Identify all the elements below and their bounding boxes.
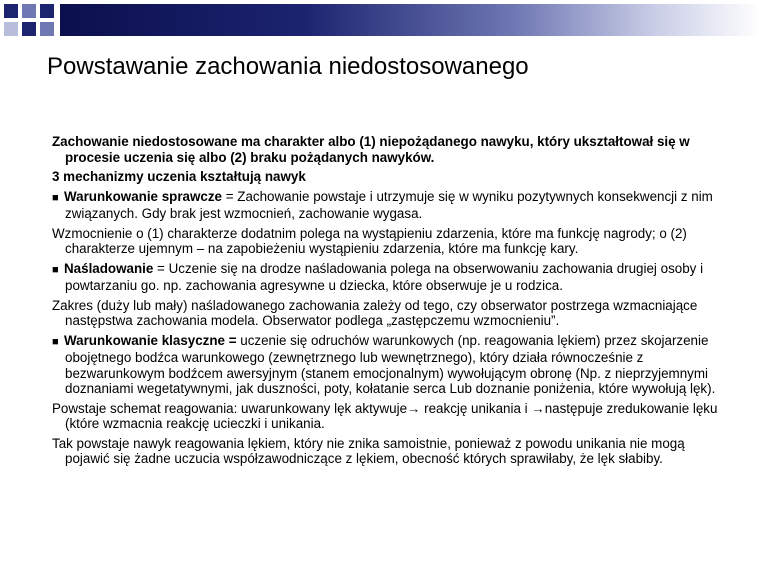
- square-bullet-icon: ■: [52, 191, 59, 204]
- square-bullet-icon: ■: [52, 335, 59, 348]
- decorative-square: [4, 4, 18, 18]
- paragraph-text: Zakres (duży lub mały) naśladowanego zachowania zależy od tego, czy obserwator postrzega wzmacniające następstwa zachowania modela. Obserwator podlega „zastępczemu wzmocnieniu”.: [52, 297, 698, 328]
- header-gradient-bar: [60, 4, 760, 36]
- paragraph: [52, 134, 724, 165]
- paragraph-text: Tak powstaje nawyk reagowania lękiem, który nie znika samoistnie, ponieważ z powodu unikania nie mogą pojawić się żadne uczucia współzawodniczące z lękiem, obecność których sprawiłaby, że lęk słabiby.: [52, 435, 685, 466]
- decorative-square: [22, 4, 36, 18]
- slide-header-band: [0, 0, 760, 44]
- slide-title: Powstawanie zachowania niedostosowanego: [47, 53, 529, 80]
- paragraph-bold-text: Warunkowanie klasyczne =: [64, 332, 237, 348]
- bullet-paragraph: [52, 189, 724, 222]
- slide-body: [52, 134, 724, 471]
- paragraph: [52, 226, 724, 257]
- paragraph: [52, 401, 724, 432]
- decorative-square: [40, 4, 54, 18]
- paragraph: [52, 169, 724, 185]
- paragraph-bold-text: Zachowanie niedostosowane ma charakter albo (1) niepożądanego nawyku, który ukształtował się w procesie uczenia się albo (2) braku pożądanych nawyków.: [52, 134, 690, 165]
- paragraph: [52, 298, 724, 329]
- paragraph-bold-text: Warunkowanie sprawcze: [64, 188, 223, 204]
- bullet-paragraph: [52, 261, 724, 294]
- paragraph-text: = Uczenie się na drodze naśladowania polega na obserwowaniu zachowania drugiej osoby i powtarzaniu go. np. zachowania agresywne u dziecka, które obserwuje je u rodzica.: [65, 260, 704, 293]
- paragraph-bold-text: Naśladowanie: [64, 260, 154, 276]
- paragraph: [52, 436, 724, 467]
- paragraph-text: Powstaje schemat reagowania: uwarunkowany lęk aktywuje→ reakcję unikania i →następuje zredukowanie lęku (które wzmacnia reakcję ucieczki i unikania.: [52, 400, 718, 431]
- bullet-paragraph: [52, 333, 724, 397]
- decorative-square: [40, 22, 54, 36]
- paragraph-bold-text: 3 mechanizmy uczenia kształtują nawyk: [52, 169, 306, 184]
- square-bullet-icon: ■: [52, 263, 59, 276]
- paragraph-text: = Zachowanie powstaje i utrzymuje się w wyniku pozytywnych konsekwencji z nim związanych. Gdy brak jest wzmocnień, zachowanie wygasa.: [65, 188, 713, 221]
- paragraph-text: uczenie się odruchów warunkowych (np. reagowania lękiem) przez skojarzenie obojętnego bodźca warunkowego (zewnętrznego lub wewnętrznego), który działa równocześnie z bezwarunkowym bodźcem awersyjnym (stanem emocjonalnym) wywołującym obronę (Np. z nieprzyjemnymi doznaniami wegetatywnymi, jak duszności, poty, kołatanie serca Lub doznanie poniżenia, które wywołują lęk).: [65, 332, 716, 396]
- paragraph-text: Wzmocnienie o (1) charakterze dodatnim polega na wystąpieniu zdarzenia, które ma funkcję nagrody; o (2) charakterze ujemnym – na zapobieżeniu wystąpieniu zdarzenia, które ma funkcję kary.: [52, 225, 687, 256]
- decorative-square: [22, 22, 36, 36]
- decorative-square: [4, 22, 18, 36]
